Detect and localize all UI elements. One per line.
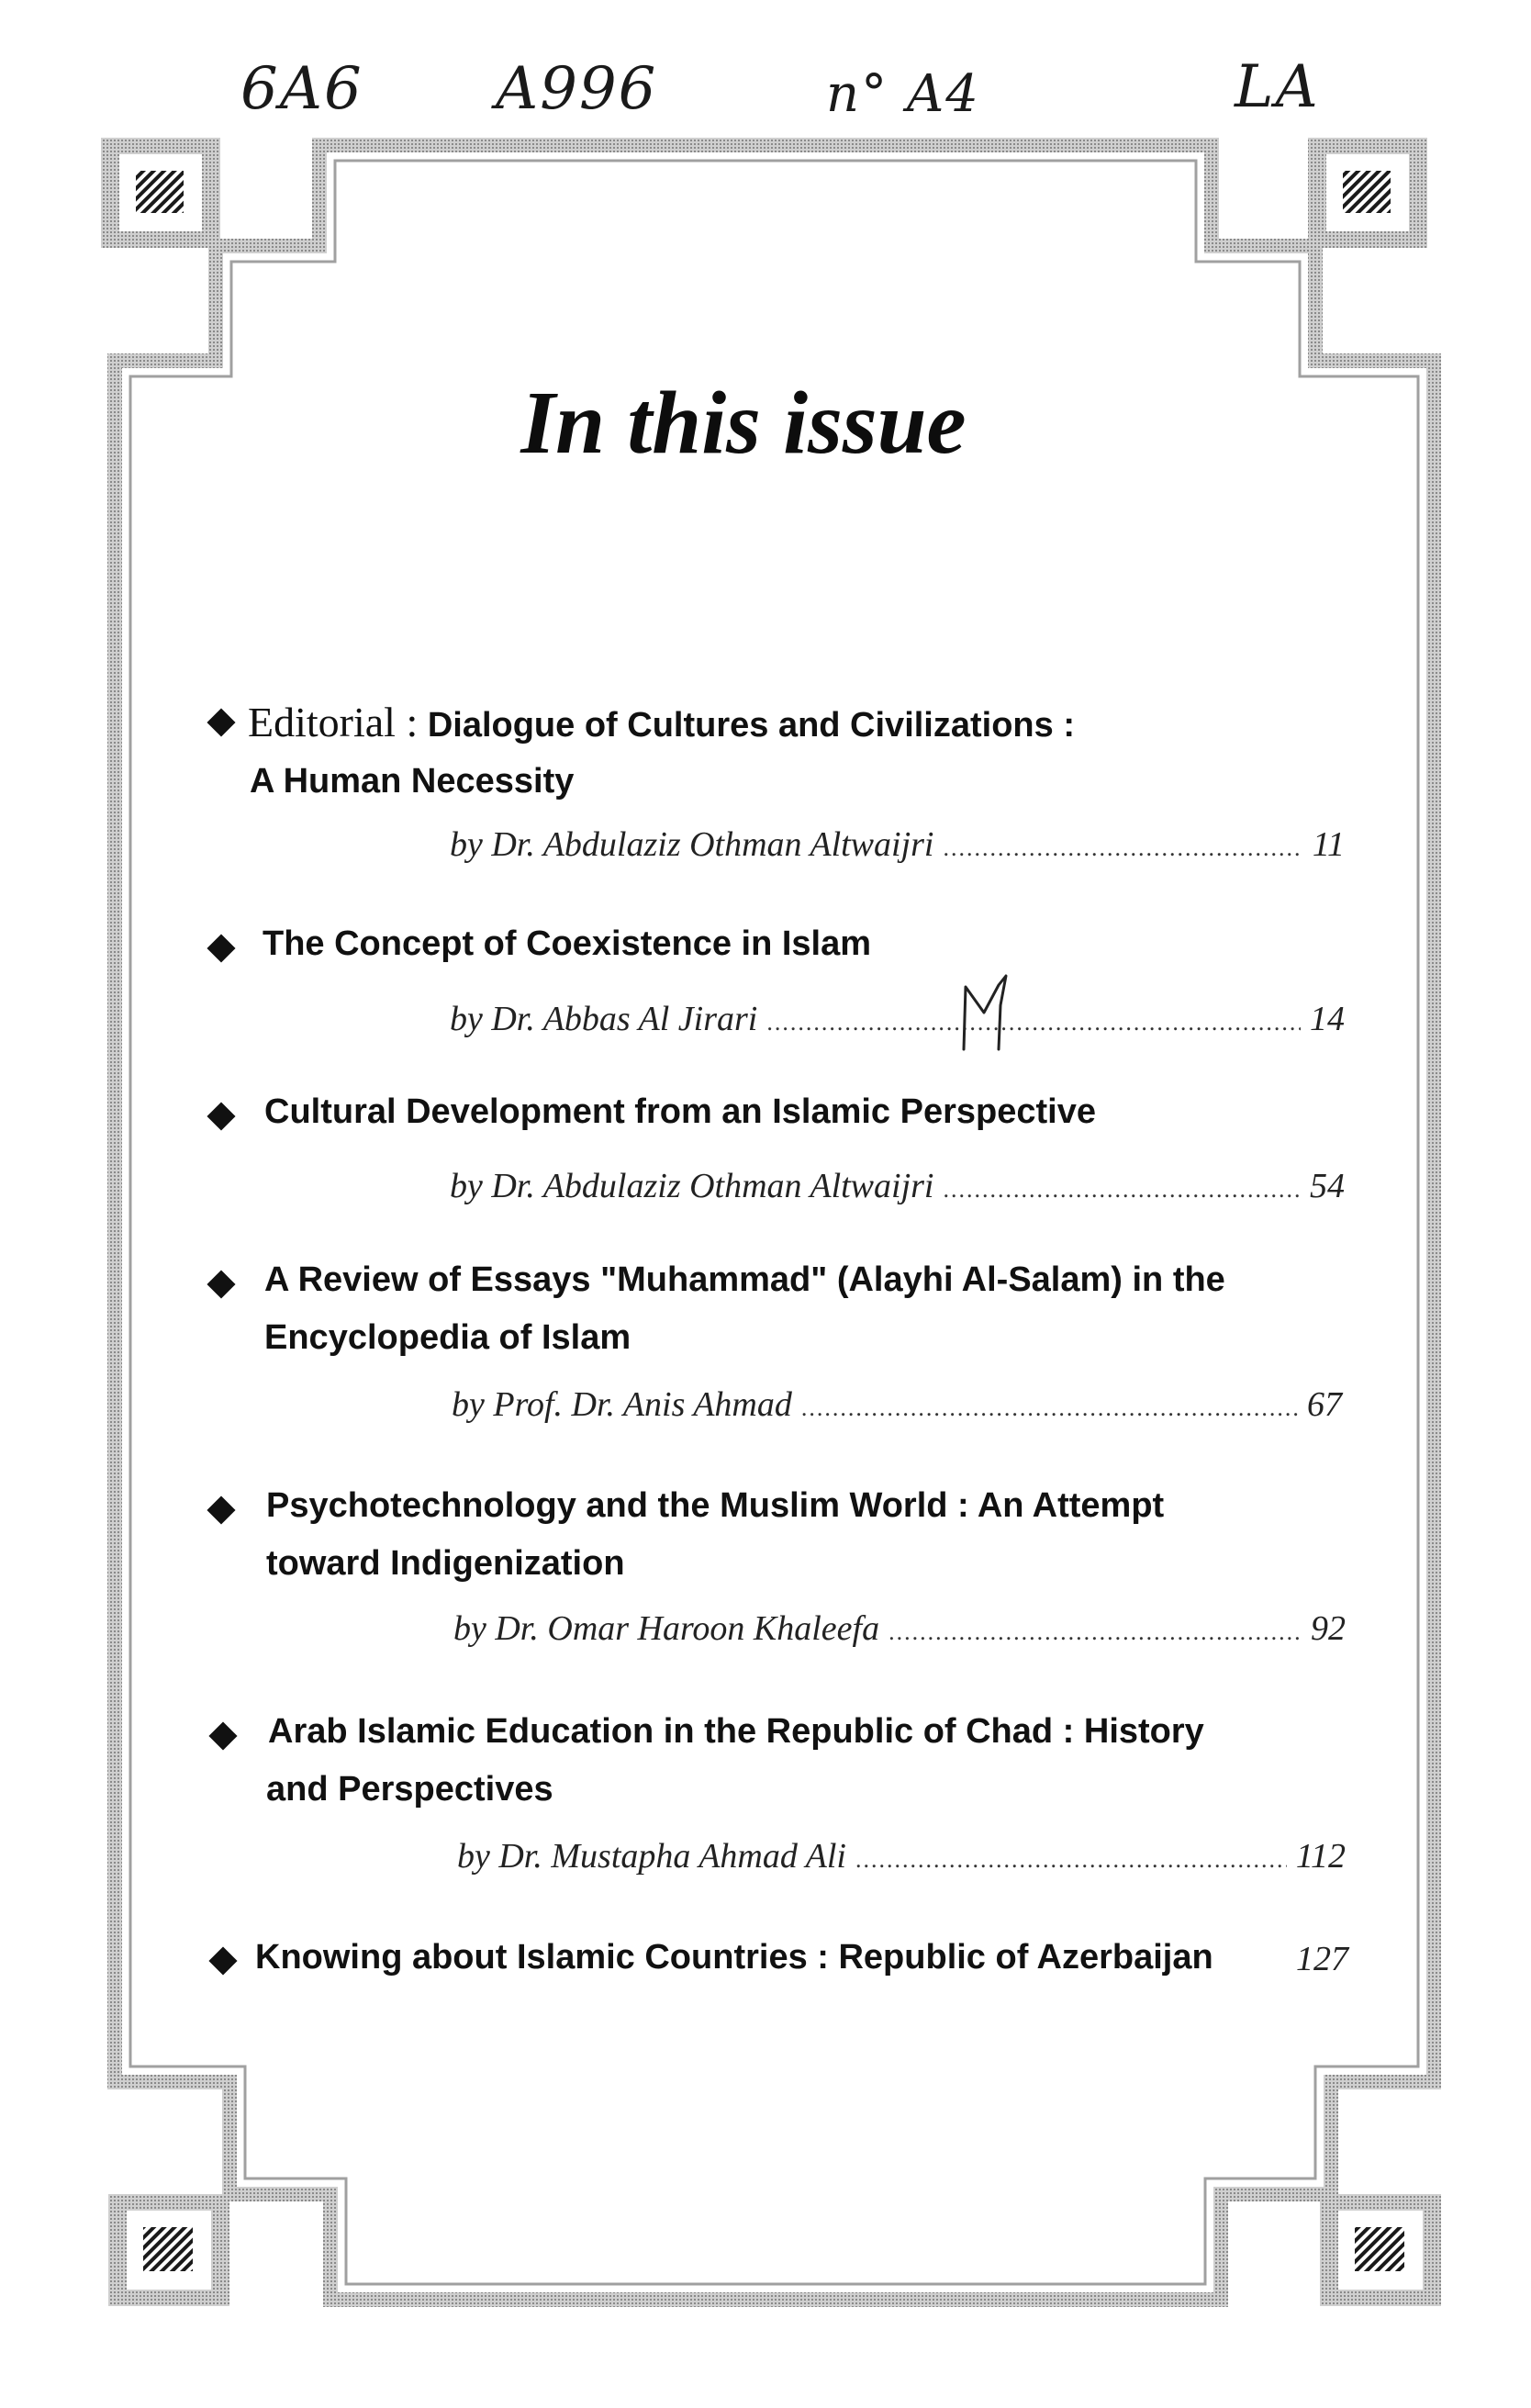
page-title: In this issue xyxy=(520,374,967,472)
toc-entry-author-line xyxy=(452,1384,1342,1425)
toc-entry-page: 14 xyxy=(1310,1000,1345,1038)
toc-entry-title-line: Encyclopedia of Islam xyxy=(264,1318,631,1357)
leader-dots xyxy=(855,1846,1287,1874)
editorial-label: Editorial : xyxy=(248,699,419,745)
handwritten-mark-icon xyxy=(955,969,1028,1051)
toc-entry-author-line xyxy=(457,1836,1346,1876)
toc-entry-author-line xyxy=(450,999,1345,1039)
toc-entry-title-line: Knowing about Islamic Countries : Republic of Azerbaijan xyxy=(255,1938,1213,1977)
corner-ornament-bottom-left xyxy=(108,2194,229,2306)
toc-entry-author: by Dr. Abdulaziz Othman Altwaijri xyxy=(450,1167,934,1205)
handwritten-note-2: A996 xyxy=(496,55,658,123)
leader-dots xyxy=(766,1009,1301,1036)
toc-entry-author-line xyxy=(453,1608,1346,1649)
toc-entry-author-line xyxy=(450,824,1345,865)
handwritten-note-4: LA xyxy=(1235,53,1320,121)
leader-dots xyxy=(944,1176,1302,1204)
handwritten-note-1: 6A6 xyxy=(240,55,363,123)
leader-dots xyxy=(888,1618,1302,1646)
toc-entry-title-line: Psychotechnology and the Muslim World : An Attempt xyxy=(266,1486,1165,1525)
toc-entry-title-line: and Perspectives xyxy=(266,1770,553,1809)
corner-ornament-top-left xyxy=(101,138,220,248)
toc-entry-page: 112 xyxy=(1295,1837,1346,1876)
leader-dots xyxy=(944,834,1303,862)
corner-ornament-top-right xyxy=(1308,138,1427,248)
toc-entry-author: by Dr. Mustapha Ahmad Ali xyxy=(457,1837,846,1876)
corner-ornament-bottom-right xyxy=(1320,2194,1441,2306)
toc-entry-title-line: toward Indigenization xyxy=(266,1544,625,1583)
toc-entry-author: by Dr. Omar Haroon Khaleefa xyxy=(453,1609,880,1648)
toc-entry-author: by Dr. Abbas Al Jirari xyxy=(450,1000,758,1038)
toc-entry-page: 127 xyxy=(1296,1940,1348,1978)
toc-entry-title-line: The Concept of Coexistence in Islam xyxy=(263,924,872,963)
toc-entry-author: by Dr. Abdulaziz Othman Altwaijri xyxy=(450,825,934,864)
toc-entry-title-line: Editorial : Dialogue of Cultures and Civilizations : xyxy=(248,699,1075,745)
toc-entry-page: 67 xyxy=(1307,1385,1342,1424)
toc-entry-page: 54 xyxy=(1310,1167,1345,1205)
toc-entry-author: by Prof. Dr. Anis Ahmad xyxy=(452,1385,792,1424)
toc-entry-author-line xyxy=(450,1166,1345,1206)
toc-entry-title-line: A Review of Essays "Muhammad" (Alayhi Al-Salam) in the xyxy=(264,1260,1225,1299)
toc-entry-page: 92 xyxy=(1311,1609,1346,1648)
toc-entry-title-line: A Human Necessity xyxy=(250,762,575,801)
leader-dots xyxy=(801,1394,1298,1422)
toc-entry-title-line: Arab Islamic Education in the Republic of Chad : History xyxy=(268,1712,1204,1751)
toc-entry-title-line: Cultural Development from an Islamic Perspective xyxy=(264,1092,1096,1131)
toc-entry-page: 11 xyxy=(1312,825,1345,864)
handwritten-note-3: n° A4 xyxy=(826,64,980,124)
